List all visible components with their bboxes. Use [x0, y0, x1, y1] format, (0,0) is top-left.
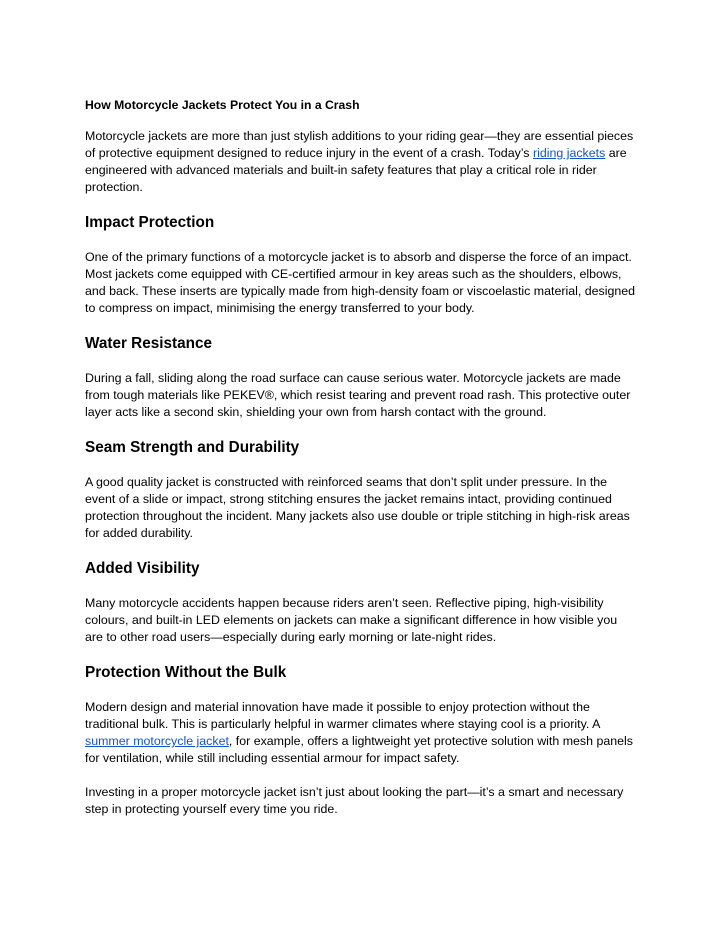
section-heading-water-resistance: Water Resistance	[85, 335, 212, 352]
section-heading-added-visibility: Added Visibility	[85, 560, 200, 577]
intro-text-after: are engineered with advanced materials and built-in safety features that play a critical role in rider protection.	[85, 146, 627, 194]
bulk-text-after: , for example, offers a lightweight yet protective solution with mesh panels for ventilation, while still including essential armour for impact safety.	[85, 734, 633, 765]
section-heading-protection-without-bulk: Protection Without the Bulk	[85, 664, 287, 681]
section-text-impact-protection: One of the primary functions of a motorcycle jacket is to absorb and disperse the force of an impact. Most jackets come equipped with CE-certified armour in key areas such as the shoulders, elbows, and back. These inserts are typically made from high-density foam or viscoelastic material, designed to compress on impact, minimising the energy transferred to your body.	[85, 250, 636, 315]
intro-paragraph	[85, 128, 637, 196]
riding-jackets-link[interactable]: riding jackets	[532, 146, 606, 160]
section-text-added-visibility: Many motorcycle accidents happen because riders aren’t seen. Reflective piping, high-visibility colours, and built-in LED elements on jackets can make a significant difference in how visible you are to other road users—especially during early morning or late-night rides.	[85, 596, 618, 644]
summer-motorcycle-jacket-link[interactable]: summer motorcycle jacket	[85, 734, 229, 748]
section-text-water-resistance: During a fall, sliding along the road surface can cause serious water. Motorcycle jackets are made from tough materials like PEKEV®, which resist tearing and prevent road rash. This protective outer layer acts like a second skin, shielding your own from harsh contact with the ground.	[85, 371, 631, 419]
document-title: How Motorcycle Jackets Protect You in a Crash	[85, 98, 360, 112]
closing-paragraph: Investing in a proper motorcycle jacket isn’t just about looking the part—it’s a smart and necessary step in protecting yourself every time you ride.	[85, 785, 624, 816]
section-text-protection-without-bulk	[85, 699, 637, 767]
bulk-text-before: Modern design and material innovation have made it possible to enjoy protection without the traditional bulk. This is particularly helpful in warmer climates where staying cool is a priority. A	[85, 700, 600, 731]
document-body	[85, 97, 637, 835]
section-text-seam-strength: A good quality jacket is constructed with reinforced seams that don’t split under pressure. In the event of a slide or impact, strong stitching ensures the jacket remains intact, providing continued protection throughout the incident. Many jackets also use double or triple stitching in high-risk areas for added durability.	[85, 475, 630, 540]
intro-text-before: Motorcycle jackets are more than just stylish additions to your riding gear—they are essential pieces of protective equipment designed to reduce injury in the event of a crash. Today’s	[85, 129, 634, 160]
section-heading-seam-strength: Seam Strength and Durability	[85, 439, 300, 456]
section-heading-impact-protection: Impact Protection	[85, 214, 215, 231]
